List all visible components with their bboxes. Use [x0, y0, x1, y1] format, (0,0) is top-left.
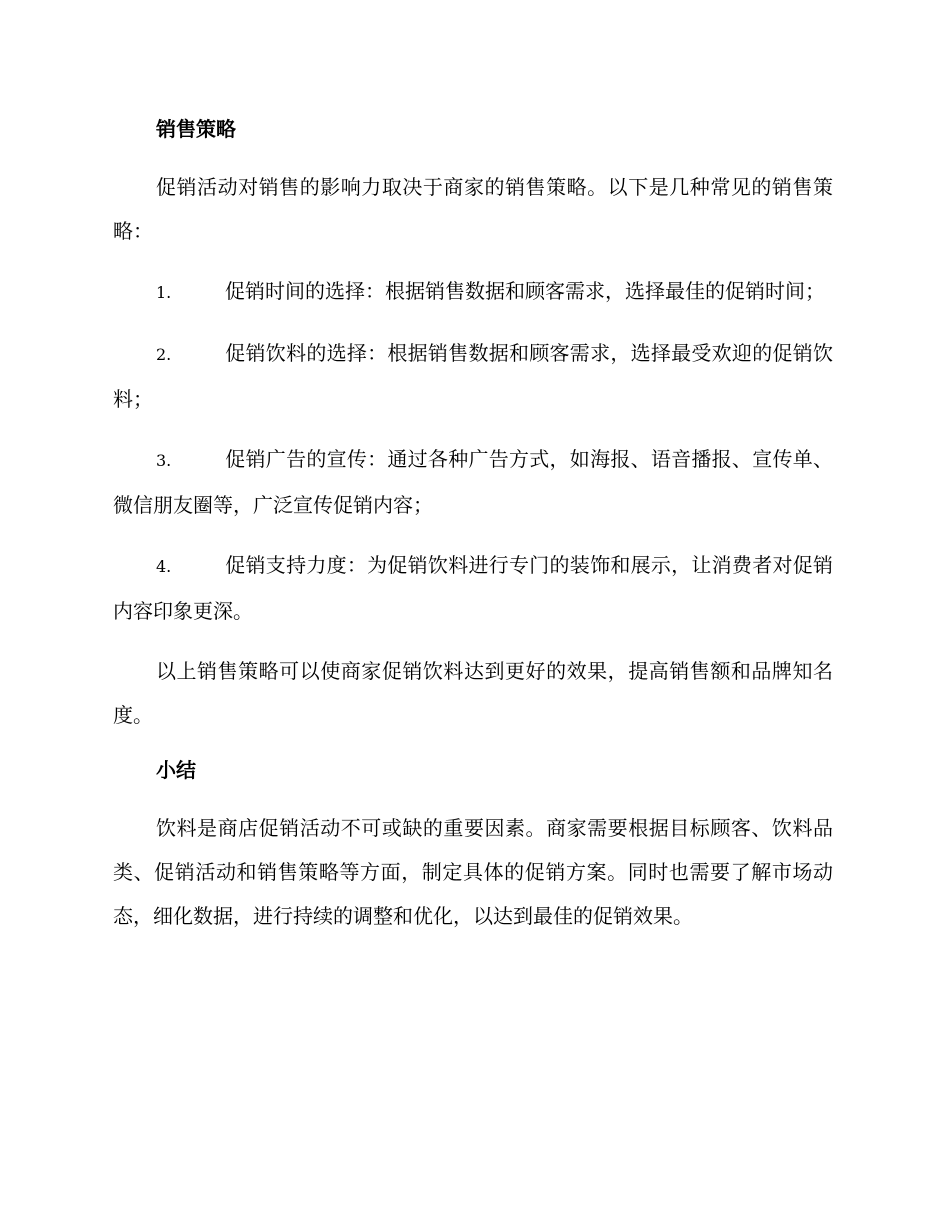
list-text: 促销饮料的选择：根据销售数据和顾客需求，选择最受欢迎的促销饮料； [113, 341, 833, 411]
summary-paragraph: 饮料是商店促销活动不可或缺的重要因素。商家需要根据目标顾客、饮料品类、促销活动和销售策略等方面，制定具体的促销方案。同时也需要了解市场动态，细化数据，进行持续的调整和优化，以达到最佳的促销效果。 [113, 816, 833, 928]
section-heading-summary: 小结 [156, 758, 196, 782]
list-text: 促销时间的选择：根据销售数据和顾客需求，选择最佳的促销时间； [225, 279, 825, 303]
list-item [113, 269, 833, 315]
list-number: 1. [156, 283, 172, 302]
list-item [113, 543, 833, 633]
document-page [113, 112, 833, 954]
list-number: 2. [156, 345, 172, 364]
list-number: 4. [156, 557, 172, 576]
list-number: 3. [156, 451, 172, 470]
list-item [113, 331, 833, 421]
conclusion-paragraph: 以上销售策略可以使商家促销饮料达到更好的效果，提高销售额和品牌知名度。 [113, 659, 833, 727]
intro-paragraph: 促销活动对销售的影响力取决于商家的销售策略。以下是几种常见的销售策略： [113, 175, 833, 243]
list-text: 促销广告的宣传：通过各种广告方式，如海报、语音播报、宣传单、微信朋友圈等，广泛宣传促销内容； [113, 447, 833, 517]
list-item [113, 437, 833, 527]
list-text: 促销支持力度：为促销饮料进行专门的装饰和展示，让消费者对促销内容印象更深。 [113, 553, 833, 623]
section-heading-sales-strategy: 销售策略 [156, 117, 236, 141]
